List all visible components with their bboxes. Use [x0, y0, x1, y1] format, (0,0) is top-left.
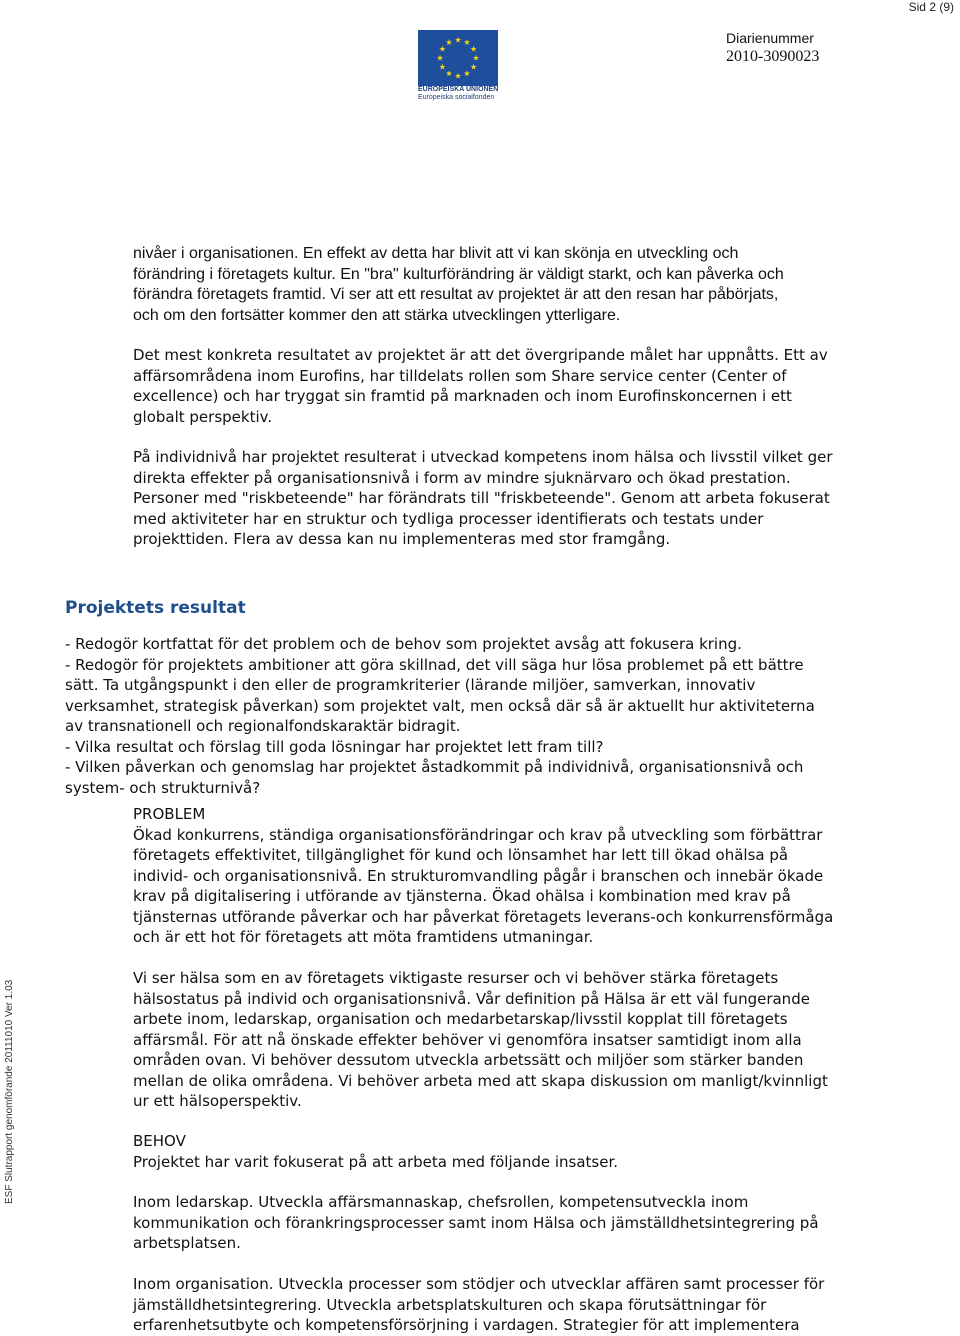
text-line: affärsområdena inom Eurofins, har tilldelats rollen som Share service center (Center of	[133, 366, 787, 385]
text-line: krav på digitalisering i utförande av tjänsterna. Ökad ohälsa i kombination med krav på	[133, 887, 791, 905]
organisation-paragraph	[133, 1274, 938, 1336]
text-line: direkta effekter på organisationsnivå i form av mindre sjuknärvaro och ökad prestation.	[133, 468, 791, 487]
text-line: ur ett hälsoperspektiv.	[133, 1092, 302, 1110]
leadership-paragraph	[133, 1192, 938, 1254]
eu-flag-icon	[418, 30, 498, 86]
text-line: och är ett hot för företagets att möta framtidens utmaningar.	[133, 928, 594, 946]
eu-logo	[418, 30, 500, 104]
text-line: - Vilka resultat och förslag till goda lösningar har projektet lett fram till?	[65, 737, 604, 756]
text-line: globalt perspektiv.	[133, 407, 273, 426]
text-line: - Vilken påverkan och genomslag har projektet åstadkommit på individnivå, organisationsnivå och	[65, 758, 804, 776]
text-line: förändring i företagets kultur. En "bra" kulturförändring är väldigt starkt, och kan påverka och	[133, 265, 784, 283]
eu-logo-line1: EUROPEISKA UNIONEN	[418, 86, 499, 93]
text-line: - Redogör kortfattat för det problem och de behov som projektet avsåg att fokusera kring.	[65, 635, 742, 653]
text-line: jämställdhetsintegrering. Utveckla arbetsplatskulturen och skapa förutsättningar för	[133, 1295, 767, 1314]
text-line: individ- och organisationsnivå. En strukturomvandling pågår i branschen och innebär ökade	[133, 866, 824, 885]
text-line: områden ovan. Vi behöver dessutom utveckla arbetssätt och miljöer som stärker banden	[133, 1051, 804, 1069]
text-line: På individnivå har projektet resulterat i utveckad kompetens inom hälsa och livsstil vilket ger	[133, 448, 833, 466]
side-footer-text: ESF Slutrapport genomförande 20111010 Ver 1.03	[4, 979, 15, 1204]
text-line: Inom organisation. Utveckla processer som stödjer och utvecklar affären samt processer för	[133, 1275, 825, 1293]
text-line: Det mest konkreta resultatet av projektet är att det övergripande målet har uppnåtts. Ett av	[133, 346, 828, 364]
health-paragraph	[133, 968, 938, 1112]
text-line: nivåer i organisationen. En effekt av detta har blivit att vi kan skönja en utveckling och	[133, 245, 739, 262]
page-number: Sid 2 (9)	[908, 0, 954, 14]
intro-paragraph-2	[133, 345, 938, 427]
text-line: excellence) och har tryggat sin framtid på marknaden och inom Eurofinskoncernen i ett	[133, 387, 792, 405]
text-line: system- och strukturnivå?	[65, 778, 261, 797]
text-line: tjänsternas utförande påverkar och har påverkat företagets leverans-och konkurrensförmåga	[133, 907, 834, 926]
text-line: hälsostatus på individ och organisationsnivå. Vår definition på Hälsa är ett väl fungerande	[133, 989, 810, 1008]
text-line: Inom ledarskap. Utveckla affärsmannaskap, chefsrollen, kompetensutveckla inom	[133, 1193, 749, 1211]
behov-paragraph	[133, 1131, 938, 1172]
text-line: mellan de olika områdena. Vi behöver arbeta med att skapa diskussion om manligt/kvinnligt	[133, 1071, 828, 1090]
text-line: projekttiden. Flera av dessa kan nu implementeras med stor framgång.	[133, 530, 671, 548]
text-line: verksamhet, strategisk påverkan) som projektet valt, men också där så är aktuellt hur aktiviteterna	[65, 696, 815, 715]
text-line: PROBLEM	[133, 805, 206, 823]
text-line: företagets effektivitet, tillgänglighet för kund och lönsamhet har lett till ökad ohälsa på	[133, 846, 789, 864]
text-line: BEHOV	[133, 1132, 186, 1150]
section-instructions	[65, 634, 945, 798]
text-line: Ökad konkurrens, ständiga organisationsförändringar och krav på utveckling som förbättrar	[133, 825, 823, 844]
intro-paragraph-3	[133, 447, 938, 550]
text-line: med aktiviteter har en struktur och tydliga processer identifierats och testats under	[133, 509, 764, 528]
text-line: sätt. Ta utgångspunkt i den eller de programkriterier (lärande miljöer, samverkan, innovativ	[65, 676, 756, 694]
text-line: arbetsplatsen.	[133, 1234, 241, 1252]
diary-number-value: 2010-3090023	[726, 48, 820, 65]
text-line: arbete inom, ledarskap, organisation och medarbetarskap/livsstil kopplat till företagets	[133, 1010, 788, 1028]
text-line: Vi ser hälsa som en av företagets viktigaste resurser och vi behöver stärka företagets	[133, 969, 779, 987]
text-line: Personer med "riskbeteende" har förändrats till "friskbeteende". Genom att arbeta fokuserat	[133, 489, 830, 507]
text-line: förändra företagets framtid. Vi ser att ett resultat av projektet är att den resan har påbörjats,	[133, 286, 779, 303]
text-line: Projektet har varit fokuserat på att arbeta med följande insatser.	[133, 1152, 619, 1171]
problem-paragraph	[133, 804, 938, 948]
text-line: kommunikation och förankringsprocesser samt inom Hälsa och jämställdhetsintegrering på	[133, 1213, 819, 1232]
eu-logo-caption	[418, 86, 500, 102]
text-line: erfarenhetsutbyte och kompetensförsörjning i vardagen. Strategier för att implementera	[133, 1316, 800, 1334]
text-line: affärsmål. För att nå önskade effekter behöver vi genomföra insatser samtidigt inom alla	[133, 1030, 802, 1049]
text-line: - Redogör för projektets ambitioner att göra skillnad, det vill säga hur lösa problemet på ett bättre	[65, 655, 804, 674]
intro-paragraph-1	[133, 244, 938, 326]
diary-number-label: Diarienummer	[726, 30, 814, 46]
eu-logo-line2: Europeiska socialfonden	[418, 94, 495, 101]
section-heading: Projektets resultat	[65, 598, 246, 618]
diary-number-block	[726, 30, 819, 66]
text-line: av transnationell och regionalfondskaraktär bidragit.	[65, 717, 461, 735]
text-line: och om den fortsätter kommer den att stärka utvecklingen ytterligare.	[133, 306, 621, 324]
